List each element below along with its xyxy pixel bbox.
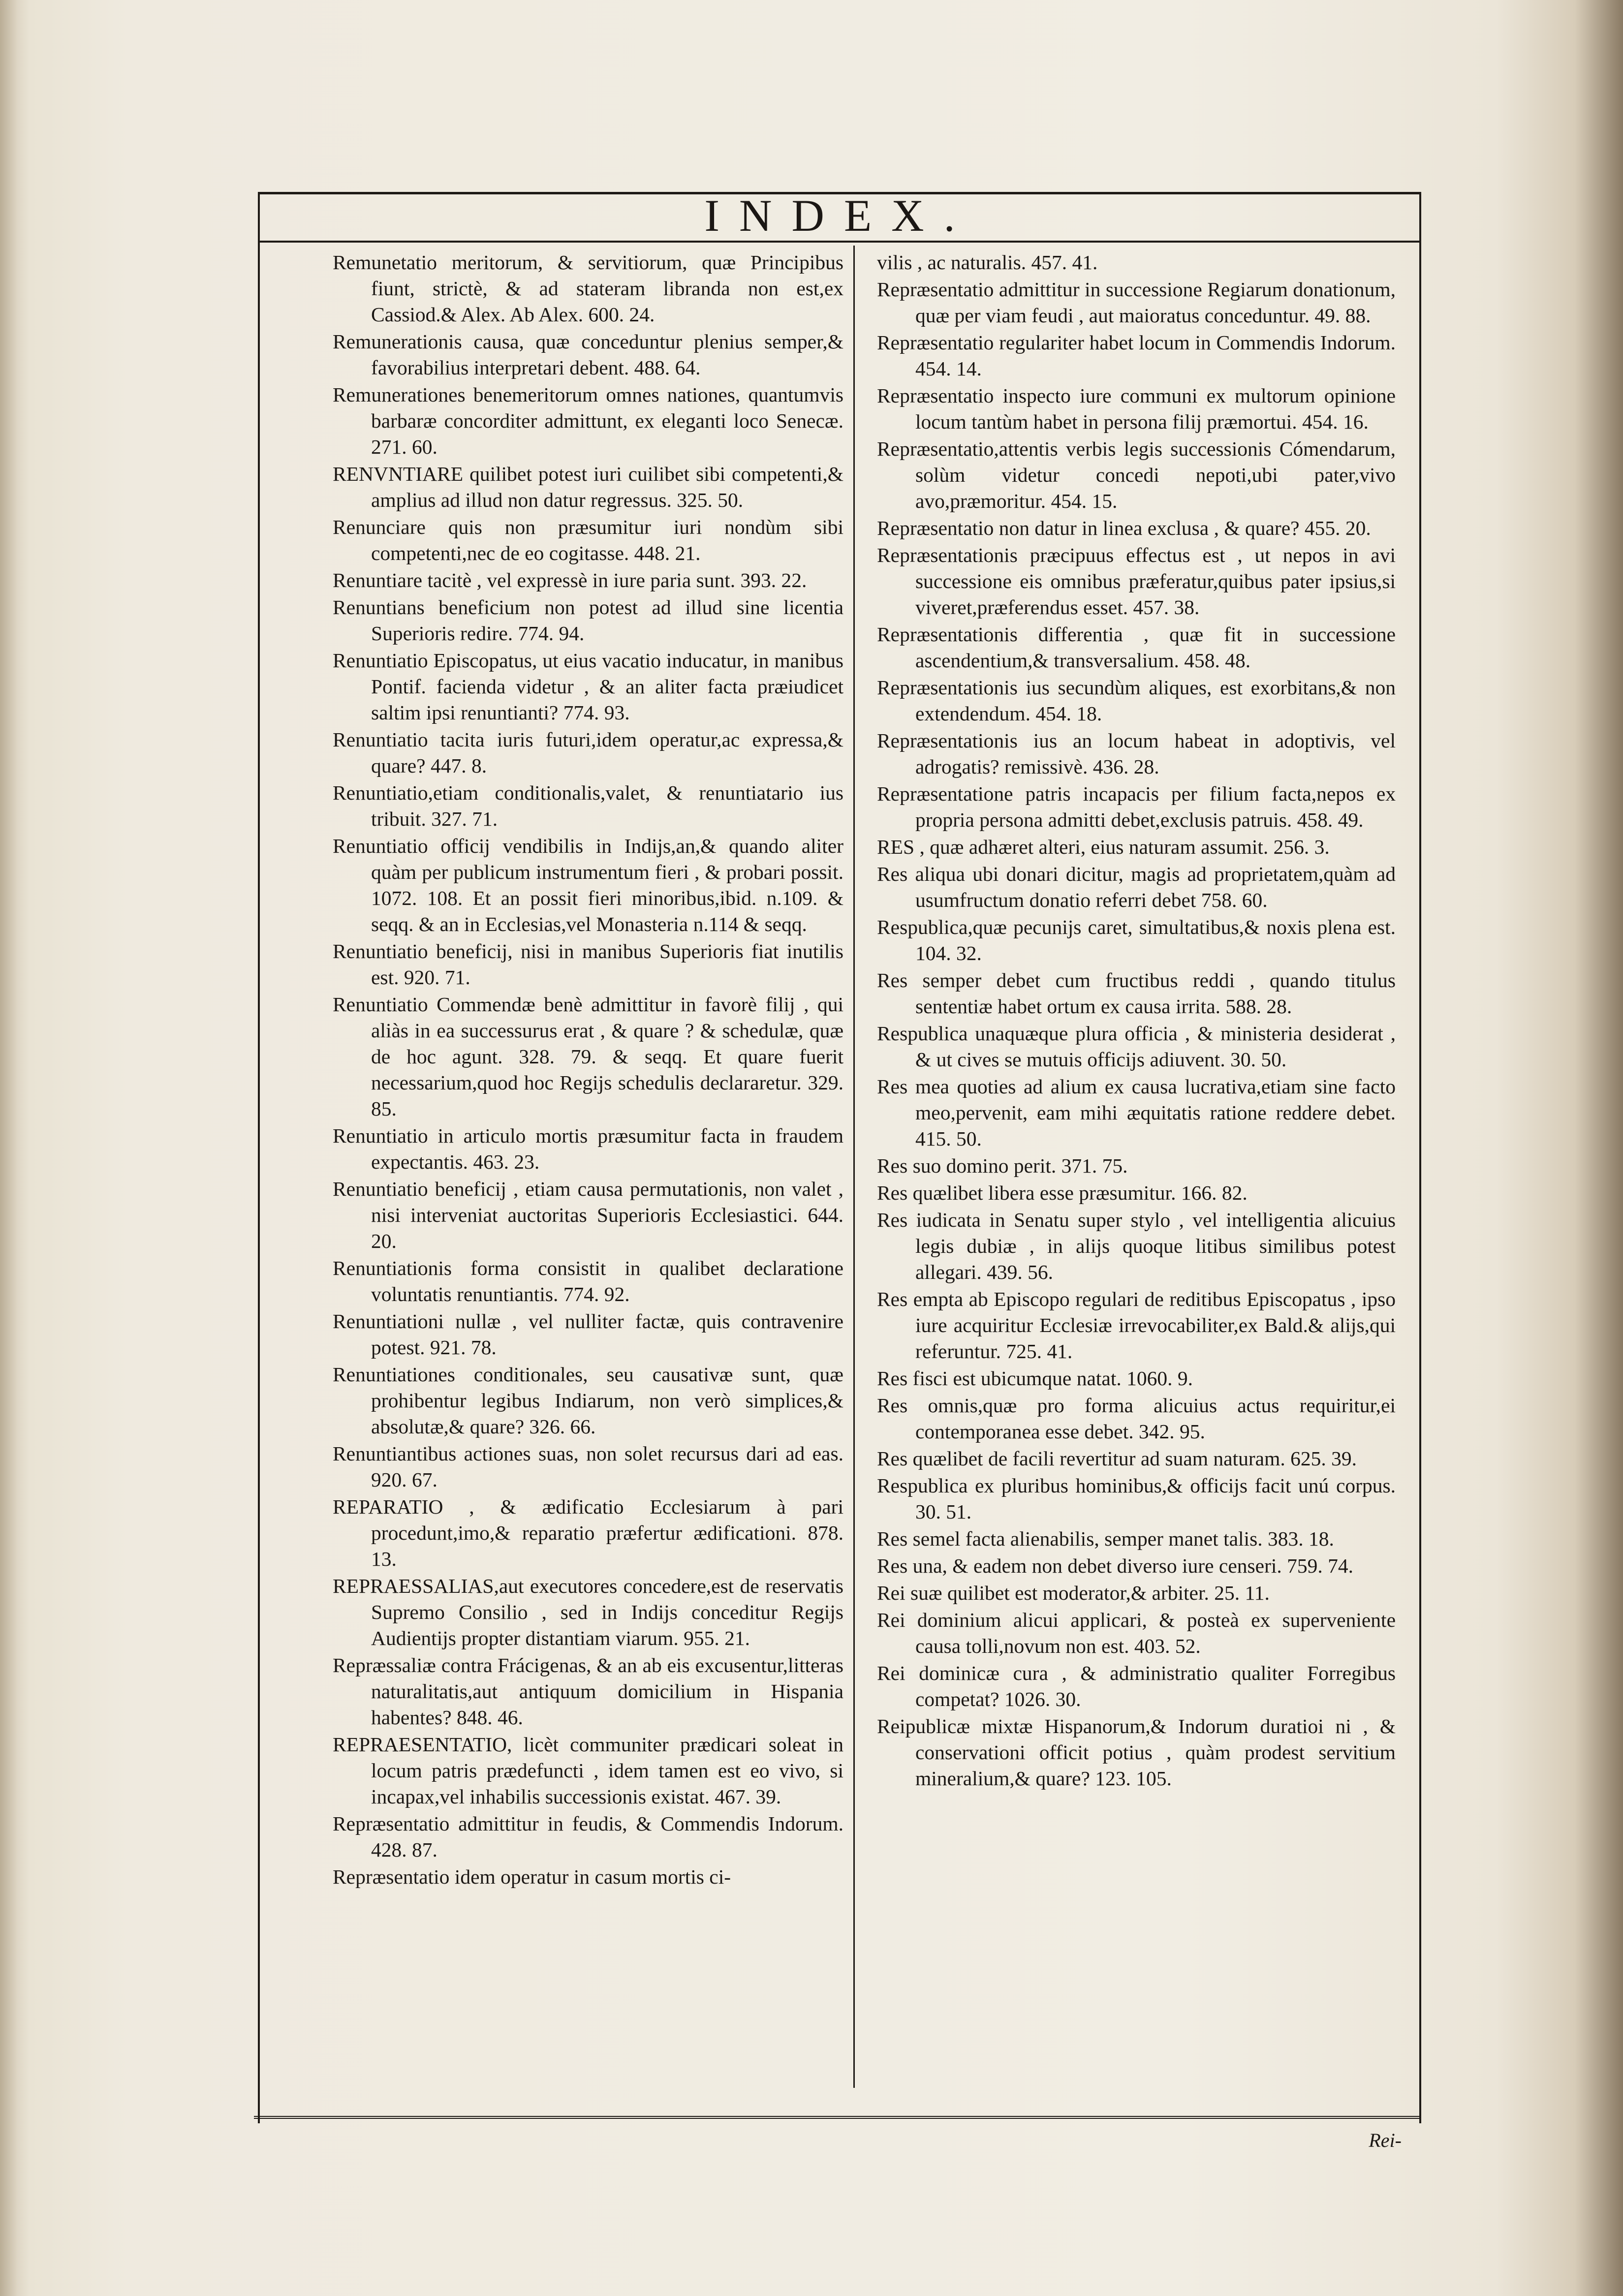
index-entry: Repræsentationis ius an locum habeat in adoptivis, vel adrogatis? remissivè. 436. 28. — [877, 729, 1396, 778]
index-entry: Res omnis,quæ pro forma alicuius actus requiritur,ei contemporanea esse debet. 342. 95. — [877, 1394, 1396, 1443]
index-entry: Res suo domino perit. 371. 75. — [877, 1154, 1128, 1177]
index-entry: Repræsentationis differentia , quæ fit in successione ascendentium,& transversalium. 458. 48. — [877, 623, 1396, 672]
index-entry: Repræsentationis ius secundùm aliques, est exorbitans,& non extendendum. 454. 18. — [877, 676, 1396, 725]
index-entry: Renunciare quis non præsumitur iuri nondùm sibi competenti,nec de eo cogitasse. 448. 21. — [333, 516, 843, 564]
index-entry: Renuntiare tacitè , vel expressè in iure paria sunt. 393. 22. — [333, 569, 807, 591]
index-entry: vilis , ac naturalis. 457. 41. — [877, 251, 1098, 274]
index-entry: Repræssaliæ contra Frácigenas, & an ab eis excusentur,litteras naturalitatis,aut antiquum domicilium in Hispania habentes? 848. 46. — [333, 1654, 843, 1729]
index-entry: Repræsentatio regulariter habet locum in Commendis Indorum. 454. 14. — [877, 331, 1396, 380]
index-entry: Res quælibet de facili revertitur ad suam naturam. 625. 39. — [877, 1447, 1357, 1470]
bottom-rule — [254, 2116, 1420, 2119]
index-entry: Res aliqua ubi donari dicitur, magis ad proprietatem,quàm ad usumfructum donatio referri debet 758. 60. — [877, 863, 1396, 911]
index-entry: Repræsentatio admittitur in successione Regiarum donationum, quæ per viam feudi , aut maioratus conceduntur. 49. 88. — [877, 278, 1396, 327]
index-entry: Repræsentatio non datur in linea exclusa , & quare? 455. 20. — [877, 517, 1371, 539]
index-entry: Rei suæ quilibet est moderator,& arbiter. 25. 11. — [877, 1582, 1270, 1604]
index-entry: Renuntiatio beneficij, nisi in manibus Superioris fiat inutilis est. 920. 71. — [333, 940, 843, 989]
index-entry: REPRAESENTATIO, licèt communiter prædicari soleat in locum patris prædefuncti , idem tamen est eo vivo, si incapax,vel inhabilis successionis existat. 467. 39. — [333, 1733, 843, 1808]
index-entry: REPRAESSALIAS,aut executores concedere,est de reservatis Supremo Consilio , sed in Indijs conceditur Regijs Audientijs propter distantiam viarum. 955. 21. — [333, 1575, 843, 1649]
page-edge — [0, 0, 17, 2296]
index-entry: Res una, & eadem non debet diverso iure censeri. 759. 74. — [877, 1554, 1354, 1577]
index-entry: Remunerationis causa, quæ conceduntur plenius semper,& favorabilius interpretari debent. 488. 64. — [333, 330, 843, 379]
index-entry: Res fisci est ubicumque natat. 1060. 9. — [877, 1367, 1193, 1390]
title-rule — [260, 241, 1419, 243]
index-entry: Renuntiatio Commendæ benè admittitur in favorè filij , qui aliàs in ea successurus erat , & quare ? & schedulæ, quæ de hoc agunt. 328. 79. & seqq. Et quare fuerit necessarium,quod hoc Regijs schedulis declararetur. 329. 85. — [333, 993, 843, 1120]
index-entry: RENVNTIARE quilibet potest iuri cuilibet sibi competenti,& amplius ad illud non datur regressus. 325. 50. — [333, 463, 843, 511]
index-frame — [258, 192, 1421, 2123]
index-entry: Renuntiationis forma consistit in qualibet declaratione voluntatis renuntiantis. 774. 92. — [333, 1257, 843, 1305]
index-entry: Renuntiantibus actiones suas, non solet recursus dari ad eas. 920. 67. — [333, 1442, 843, 1491]
index-entry: Renuntiatio beneficij , etiam causa permutationis, non valet , nisi interveniat auctoritas Superioris Ecclesiastici. 644. 20. — [333, 1178, 843, 1252]
index-entry: Res semel facta alienabilis, semper manet talis. 383. 18. — [877, 1527, 1334, 1550]
index-entry: Repræsentatio,attentis verbis legis successionis Cómendarum, solùm videtur concedi nepoti,ubi pater,vivo avo,præmoritur. 454. 15. — [877, 437, 1396, 512]
index-entry: Renuntiatio Episcopatus, ut eius vacatio inducatur, in manibus Pontif. facienda videtur , & an aliter facta præiudicet saltim ipsi renuntianti? 774. 93. — [333, 649, 843, 724]
index-entry: Renuntiationes conditionales, seu causativæ sunt, quæ prohibentur legibus Indiarum, non verò simplices,& absolutæ,& quare? 326. 66. — [333, 1363, 843, 1438]
index-entry: Respublica,quæ pecunijs caret, simultatibus,& noxis plena est. 104. 32. — [877, 916, 1396, 964]
index-entry: Respublica unaquæque plura officia , & ministeria desiderat , & ut cives se mutuis officijs adiuvent. 30. 50. — [877, 1022, 1396, 1071]
left-column — [333, 249, 843, 2100]
index-entry: Repræsentatio idem operatur in casum mortis ci- — [333, 1865, 731, 1888]
index-entry: Res empta ab Episcopo regulari de reditibus Episcopatus , ipso iure acquiritur Ecclesiæ irrevocabiliter,ex Bald.& alijs,qui referuntur. 725. 41. — [877, 1288, 1396, 1363]
page-title: INDEX. — [704, 190, 975, 241]
index-entry: Res semper debet cum fructibus reddi , quando titulus sententiæ habet ortum ex causa irrita. 588. 28. — [877, 969, 1396, 1018]
index-entry: Rei dominicæ cura , & administratio qualiter Forregibus competat? 1026. 30. — [877, 1662, 1396, 1710]
column-divider — [853, 246, 855, 2088]
index-entry: REPARATIO , & ædificatio Ecclesiarum à pari procedunt,imo,& reparatio præfertur ædificationi. 878. 13. — [333, 1495, 843, 1570]
index-entry: Repræsentatio admittitur in feudis, & Commendis Indorum. 428. 87. — [333, 1812, 843, 1861]
index-entry: Renuntians beneficium non potest ad illud sine licentia Superioris redire. 774. 94. — [333, 596, 843, 645]
right-column — [877, 249, 1396, 2100]
catchword: Rei- — [1369, 2129, 1402, 2151]
index-entry: Repræsentatio inspecto iure communi ex multorum opinione locum tantùm habet in persona filij præmortui. 454. 16. — [877, 384, 1396, 433]
index-entry: Repræsentationis præcipuus effectus est , ut nepos in avi successione eis omnibus præferatur,quibus pater ipsius,si viveret,præferendus esset. 457. 38. — [877, 544, 1396, 619]
index-entry: Renuntiationi nullæ , vel nulliter factæ, quis contravenire potest. 921. 78. — [333, 1310, 843, 1359]
index-entry: RES , quæ adhæret alteri, eius naturam assumit. 256. 3. — [877, 836, 1330, 858]
index-entry: Remunerationes benemeritorum omnes nationes, quantumvis barbaræ concorditer admittunt, ex eleganti loco Senecæ. 271. 60. — [333, 383, 843, 458]
index-entry: Reipublicæ mixtæ Hispanorum,& Indorum duratioi ni , & conservationi officit potius , quàm prodest servitium mineralium,& quare? 123. 105. — [877, 1715, 1396, 1790]
index-entry: Renuntiatio tacita iuris futuri,idem operatur,ac expressa,& quare? 447. 8. — [333, 728, 843, 777]
index-entry: Renuntiatio,etiam conditionalis,valet, & renuntiatario ius tribuit. 327. 71. — [333, 781, 843, 830]
index-entry: Remunetatio meritorum, & servitiorum, quæ Principibus fiunt, strictè, & ad stateram libranda non est,ex Cassiod.& Alex. Ab Alex. 600. 24. — [333, 251, 843, 326]
index-entry: Renuntiatio officij vendibilis in Indijs,an,& quando aliter quàm per publicum instrumentum fieri , & probari possit. 1072. 108. Et an possit fieri minoribus,ibid. n.109. & seqq. & an in Ecclesias,vel Monasteria n.114 & seqq. — [333, 835, 843, 935]
index-entry: Repræsentatione patris incapacis per filium facta,nepos ex propria persona admitti debet,exclusis patruis. 458. 49. — [877, 782, 1396, 831]
index-entry: Renuntiatio in articulo mortis præsumitur facta in fraudem expectantis. 463. 23. — [333, 1124, 843, 1173]
index-entry: Res quælibet libera esse præsumitur. 166. 82. — [877, 1181, 1248, 1204]
index-entry: Res iudicata in Senatu super stylo , vel intelligentia alicuius legis dubiæ , in alijs quoque litibus similibus potest allegari. 439. 56. — [877, 1209, 1396, 1283]
index-entry: Res mea quoties ad alium ex causa lucrativa,etiam sine facto meo,pervenit, eam mihi æquitatis ratione reddere debet. 415. 50. — [877, 1075, 1396, 1150]
index-entry: Respublica ex pluribus hominibus,& officijs facit unú corpus. 30. 51. — [877, 1474, 1396, 1523]
index-entry: Rei dominium alicui applicari, & posteà ex superveniente causa tolli,novum non est. 403. 52. — [877, 1609, 1396, 1657]
